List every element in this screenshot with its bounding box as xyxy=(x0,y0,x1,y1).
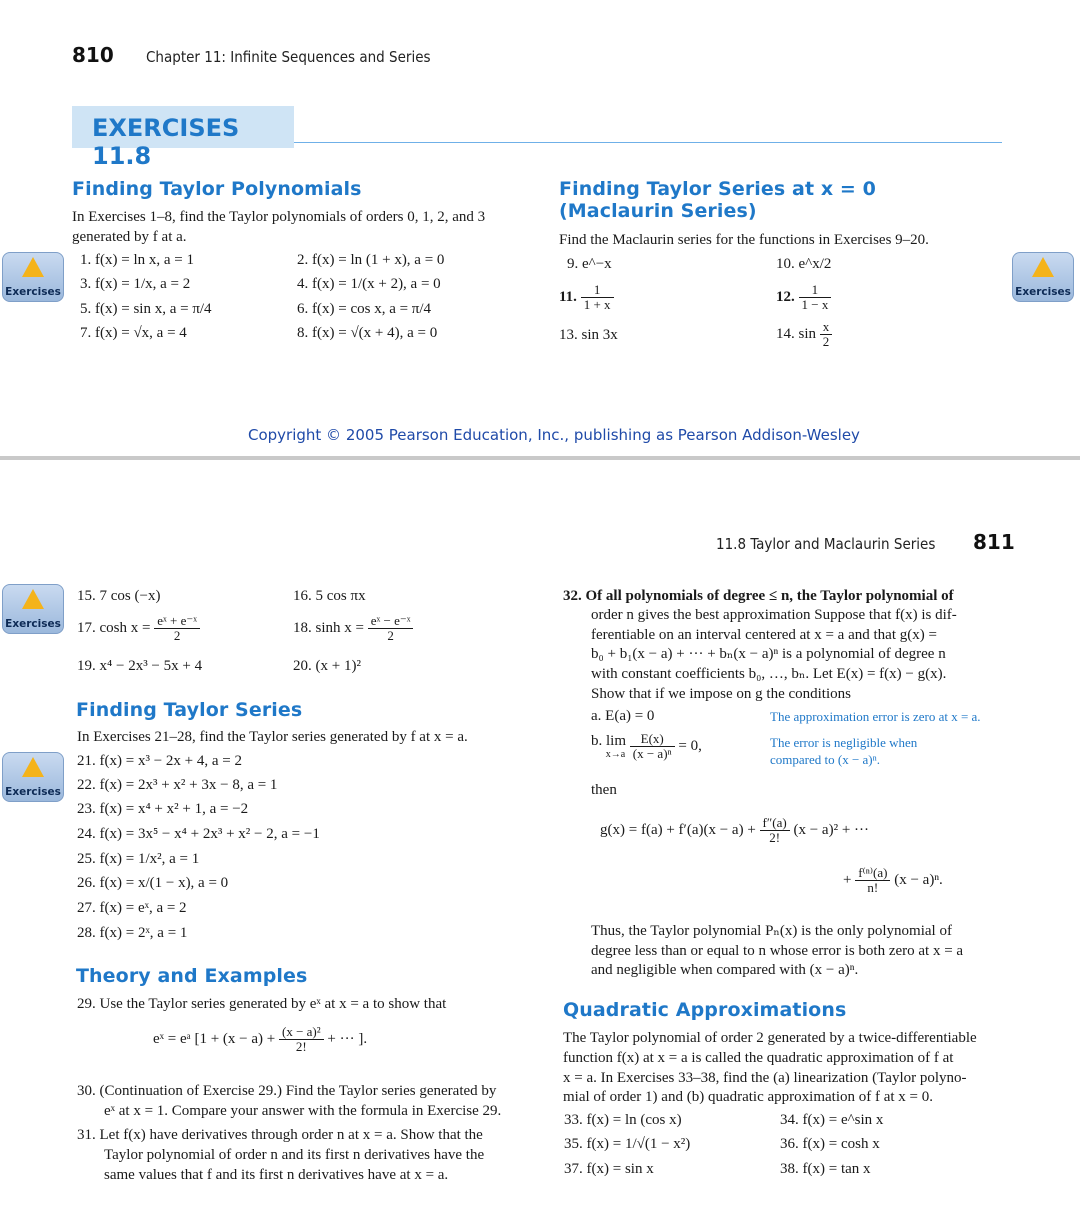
exercise-33: 33. f(x) = ln (cos x) xyxy=(564,1112,682,1128)
exercise-32: 32. Of all polynomials of degree ≤ n, the Taylor polynomial of xyxy=(563,588,954,604)
warning-triangle-icon xyxy=(22,257,44,277)
formula-lead: + xyxy=(843,871,852,888)
exercise-32: with constant coefficients b₀, …, bₙ. Let E(x) = f(x) − g(x). xyxy=(591,666,947,682)
exercise-16: 16. 5 cos πx xyxy=(293,588,366,604)
condition-a: a. E(a) = 0 xyxy=(591,708,655,724)
exercise-31: same values that f and its first n derivatives have at x = a. xyxy=(104,1167,449,1183)
numerator: E(x) xyxy=(630,732,675,747)
exercise-23: 23. f(x) = x⁴ + x² + 1, a = −2 xyxy=(77,801,249,817)
exercises-badge-left-2[interactable] xyxy=(2,752,64,802)
exercises-badge-right[interactable] xyxy=(1012,252,1074,302)
exercise-32: Show that if we impose on g the conditions xyxy=(591,686,851,702)
exercise-7: 7. f(x) = √x, a = 4 xyxy=(80,325,187,341)
intro-text: In Exercises 21–28, find the Taylor series generated by f at x = a. xyxy=(77,729,468,745)
exercise-31: 31. Let f(x) have derivatives through order n at x = a. Show that the xyxy=(77,1127,483,1143)
conclusion-text: degree less than or equal to n whose error is both zero at x = a xyxy=(591,943,964,959)
numerator: (x − a)² xyxy=(279,1025,324,1040)
exercise-11 xyxy=(559,283,614,312)
exercise-number: 14. sin xyxy=(776,325,817,342)
g-formula-line-2 xyxy=(843,866,943,895)
section-heading-theory: Theory and Examples xyxy=(76,965,308,987)
section-heading-maclaurin: Finding Taylor Series at x = 0 xyxy=(559,178,876,200)
exercises-banner xyxy=(72,106,294,170)
denominator: 1 − x xyxy=(801,297,829,312)
exercise-5: 5. f(x) = sin x, a = π/4 xyxy=(80,301,212,317)
formula-tail: (x − a)² + ··· xyxy=(793,821,870,838)
exercise-22: 22. f(x) = 2x³ + x² + 3x − 8, a = 1 xyxy=(77,777,278,793)
denominator: (x − a)ⁿ xyxy=(632,746,672,761)
section-heading-quadratic: Quadratic Approximations xyxy=(563,999,847,1021)
page-number: 810 xyxy=(72,43,114,67)
equation-tail: = 0, xyxy=(678,737,702,754)
exercise-14 xyxy=(776,320,832,349)
exercise-18 xyxy=(293,614,413,643)
denominator: 2! xyxy=(295,1039,307,1054)
exercises-badge-label: Exercises xyxy=(5,618,61,630)
page-number: 811 xyxy=(973,530,1015,554)
exercise-38: 38. f(x) = tan x xyxy=(780,1161,871,1177)
copyright-notice: Copyright © 2005 Pearson Education, Inc., publishing as Pearson Addison-Wesley xyxy=(248,426,860,444)
exercises-badge-label: Exercises xyxy=(5,286,61,298)
then-text: then xyxy=(591,782,617,798)
section-heading-taylor-polynomials: Finding Taylor Polynomials xyxy=(72,178,362,200)
numerator: 1 xyxy=(799,283,832,298)
condition-b-note: The error is negligible when xyxy=(770,735,918,750)
exercises-badge-left[interactable] xyxy=(2,252,64,302)
fraction xyxy=(760,816,790,845)
warning-triangle-icon xyxy=(22,757,44,777)
exercise-1: 1. f(x) = ln x, a = 1 xyxy=(80,252,194,268)
condition-b xyxy=(591,732,702,761)
exercise-6: 6. f(x) = cos x, a = π/4 xyxy=(297,301,432,317)
exercise-34: 34. f(x) = e^sin x xyxy=(780,1112,884,1128)
numerator: eˣ − e⁻ˣ xyxy=(368,614,414,629)
condition-b-note: compared to (x − a)ⁿ. xyxy=(770,752,880,767)
intro-text: In Exercises 1–8, find the Taylor polynomials of orders 0, 1, 2, and 3 xyxy=(72,209,486,225)
conclusion-text: and negligible when compared with (x − a)ⁿ. xyxy=(591,962,859,978)
condition-a-note: The approximation error is zero at x = a. xyxy=(770,709,981,724)
g-formula-line-1 xyxy=(600,816,869,845)
exercises-banner-title: EXERCISES 11.8 xyxy=(92,114,240,170)
quadratic-intro: x = a. In Exercises 33–38, find the (a) linearization (Taylor polyno- xyxy=(563,1070,967,1086)
fraction xyxy=(630,732,675,761)
exercises-badge-label: Exercises xyxy=(1015,286,1071,298)
exercise-19: 19. x⁴ − 2x³ − 5x + 4 xyxy=(77,658,203,674)
exercise-35: 35. f(x) = 1/√(1 − x²) xyxy=(564,1136,691,1152)
warning-triangle-icon xyxy=(22,589,44,609)
exercise-28: 28. f(x) = 2ˣ, a = 1 xyxy=(77,925,188,941)
numerator: x xyxy=(820,320,833,335)
denominator: n! xyxy=(867,880,879,895)
exercise-32: ferentiable on an interval centered at x = a and that g(x) = xyxy=(591,627,937,643)
numerator: eˣ + e⁻ˣ xyxy=(154,614,200,629)
equation-lead: eˣ = eᵃ [1 + (x − a) + xyxy=(153,1030,276,1047)
exercises-badge-left[interactable] xyxy=(2,584,64,634)
conclusion-text: Thus, the Taylor polynomial Pₙ(x) is the only polynomial of xyxy=(591,923,952,939)
exercise-25: 25. f(x) = 1/x², a = 1 xyxy=(77,851,200,867)
exercise-17 xyxy=(77,614,200,643)
exercise-13: 13. sin 3x xyxy=(559,327,618,343)
exercise-36: 36. f(x) = cosh x xyxy=(780,1136,880,1152)
exercise-number: 11. xyxy=(559,288,577,305)
formula-lead: g(x) = f(a) + f′(a)(x − a) + xyxy=(600,821,756,838)
exercise-20: 20. (x + 1)² xyxy=(293,658,361,674)
exercise-12 xyxy=(776,283,831,312)
equation-tail: + ··· ]. xyxy=(327,1030,368,1047)
fraction xyxy=(855,866,890,895)
warning-triangle-icon xyxy=(1032,257,1054,277)
exercise-24: 24. f(x) = 3x⁵ − x⁴ + 2x³ + x² − 2, a = −1 xyxy=(77,826,320,842)
exercise-31: Taylor polynomial of order n and its first n derivatives have the xyxy=(104,1147,485,1163)
fraction xyxy=(368,614,414,643)
exercise-29-equation xyxy=(153,1025,367,1054)
exercise-4: 4. f(x) = 1/(x + 2), a = 0 xyxy=(297,276,441,292)
intro-text: Find the Maclaurin series for the functions in Exercises 9–20. xyxy=(559,232,929,248)
exercise-2: 2. f(x) = ln (1 + x), a = 0 xyxy=(297,252,445,268)
limit-subscript: x→a xyxy=(605,749,626,760)
exercise-26: 26. f(x) = x/(1 − x), a = 0 xyxy=(77,875,229,891)
exercise-29: 29. Use the Taylor series generated by eˣ at x = a to show that xyxy=(77,996,447,1012)
denominator: 2 xyxy=(173,628,181,643)
exercise-8: 8. f(x) = √(x + 4), a = 0 xyxy=(297,325,438,341)
intro-text: generated by f at a. xyxy=(72,229,187,245)
fraction xyxy=(820,320,833,349)
exercise-10: 10. e^x/2 xyxy=(776,256,832,272)
exercise-9: 9. e^−x xyxy=(567,256,612,272)
exercise-32: b₀ + b₁(x − a) + ··· + bₙ(x − a)ⁿ is a polynomial of degree n xyxy=(591,646,946,662)
exercise-number: 12. xyxy=(776,288,795,305)
section-heading-maclaurin-sub: (Maclaurin Series) xyxy=(559,200,757,222)
denominator: 1 + x xyxy=(583,297,611,312)
fraction xyxy=(581,283,614,312)
limit-label: b. lim xyxy=(591,733,627,749)
banner-rule xyxy=(294,142,1002,143)
quadratic-intro: mial of order 1) and (b) quadratic approximation of f at x = 0. xyxy=(563,1089,934,1105)
exercise-30: 30. (Continuation of Exercise 29.) Find the Taylor series generated by xyxy=(77,1083,497,1099)
fraction xyxy=(279,1025,324,1054)
denominator: 2 xyxy=(387,628,394,643)
denominator: 2! xyxy=(769,830,781,845)
exercise-15: 15. 7 cos (−x) xyxy=(77,588,161,604)
exercise-lead: 18. sinh x = xyxy=(293,619,364,636)
running-head: Chapter 11: Infinite Sequences and Series xyxy=(146,48,431,66)
exercise-32: order n gives the best approximation Suppose that f(x) is dif- xyxy=(591,607,957,623)
exercise-27: 27. f(x) = eˣ, a = 2 xyxy=(77,900,187,916)
exercise-lead: 17. cosh x = xyxy=(77,619,151,636)
formula-tail: (x − a)ⁿ. xyxy=(894,871,943,888)
exercises-badge-label: Exercises xyxy=(5,786,61,798)
exercise-30: eˣ at x = 1. Compare your answer with the formula in Exercise 29. xyxy=(104,1103,502,1119)
fraction xyxy=(154,614,200,643)
numerator: f⁽ⁿ⁾(a) xyxy=(855,866,890,881)
numerator: 1 xyxy=(581,283,614,298)
section-heading-taylor-series: Finding Taylor Series xyxy=(76,699,303,721)
quadratic-intro: The Taylor polynomial of order 2 generated by a twice-differentiable xyxy=(563,1030,977,1046)
quadratic-intro: function f(x) at x = a is called the quadratic approximation of f at xyxy=(563,1050,954,1066)
limit xyxy=(591,733,626,760)
numerator: f″(a) xyxy=(760,816,790,831)
denominator: 2 xyxy=(822,334,830,349)
exercise-3: 3. f(x) = 1/x, a = 2 xyxy=(80,276,191,292)
page-separator xyxy=(0,456,1080,460)
running-head: 11.8 Taylor and Maclaurin Series xyxy=(716,535,936,553)
fraction xyxy=(799,283,832,312)
exercise-37: 37. f(x) = sin x xyxy=(564,1161,654,1177)
exercise-21: 21. f(x) = x³ − 2x + 4, a = 2 xyxy=(77,753,242,769)
